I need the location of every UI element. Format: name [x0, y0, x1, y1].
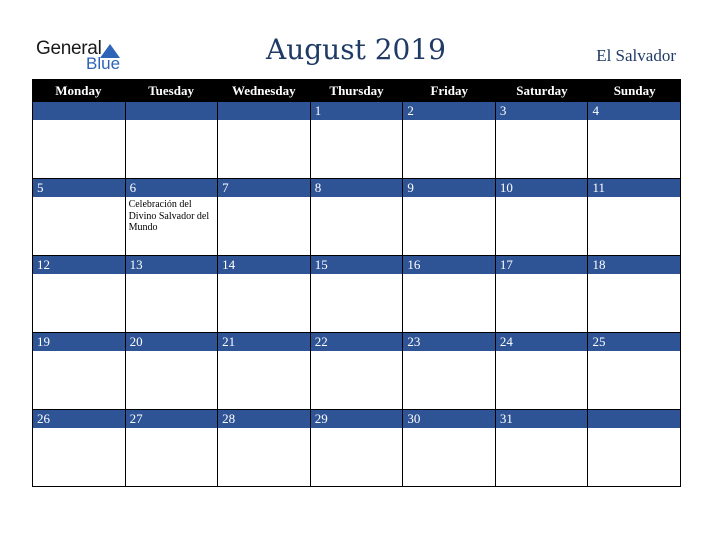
calendar-day-cell[interactable]	[32, 256, 126, 333]
calendar-day-cell[interactable]	[496, 102, 589, 179]
calendar-week-row	[32, 102, 681, 179]
calendar-day-cell[interactable]	[588, 333, 681, 410]
logo-general-text: General	[36, 38, 102, 59]
calendar-day-cell[interactable]	[32, 102, 126, 179]
day-number: 15	[311, 256, 403, 274]
country-label: El Salvador	[596, 46, 676, 65]
weekday-friday: Friday	[430, 83, 469, 98]
day-number: 24	[496, 333, 588, 351]
calendar-day-cell[interactable]	[403, 256, 496, 333]
day-number: 1	[311, 102, 403, 120]
page-header	[0, 0, 712, 78]
calendar-week-row	[32, 256, 681, 333]
calendar-day-cell[interactable]	[496, 333, 589, 410]
day-number: 7	[218, 179, 310, 197]
calendar-week-row	[32, 179, 681, 256]
day-number	[126, 102, 218, 120]
calendar-day-cell[interactable]	[126, 410, 219, 487]
calendar-day-cell[interactable]	[126, 256, 219, 333]
calendar-day-cell[interactable]	[218, 256, 311, 333]
day-number: 26	[33, 410, 125, 428]
calendar-day-cell[interactable]	[126, 102, 219, 179]
calendar-day-cell[interactable]	[403, 102, 496, 179]
calendar-day-cell[interactable]	[218, 410, 311, 487]
day-number: 18	[588, 256, 680, 274]
calendar-weeks	[32, 102, 681, 487]
calendar-day-cell[interactable]	[126, 179, 219, 256]
day-number: 19	[33, 333, 125, 351]
day-number: 25	[588, 333, 680, 351]
day-number: 21	[218, 333, 310, 351]
calendar-day-cell[interactable]	[311, 256, 404, 333]
calendar-day-cell[interactable]	[403, 179, 496, 256]
calendar-day-cell[interactable]	[588, 410, 681, 487]
day-number: 17	[496, 256, 588, 274]
day-number: 16	[403, 256, 495, 274]
weekday-wednesday: Wednesday	[232, 83, 296, 98]
weekday-saturday: Saturday	[516, 83, 568, 98]
calendar-day-cell[interactable]	[588, 179, 681, 256]
day-number: 22	[311, 333, 403, 351]
day-number: 12	[33, 256, 125, 274]
weekday-tuesday: Tuesday	[148, 83, 194, 98]
calendar-day-cell[interactable]	[403, 333, 496, 410]
calendar-week-row	[32, 333, 681, 410]
day-number: 27	[126, 410, 218, 428]
calendar-day-cell[interactable]	[588, 102, 681, 179]
calendar-day-cell[interactable]	[403, 410, 496, 487]
weekday-monday: Monday	[55, 83, 102, 98]
calendar-day-cell[interactable]	[218, 179, 311, 256]
calendar-day-cell[interactable]	[496, 410, 589, 487]
day-number: 10	[496, 179, 588, 197]
day-number: 30	[403, 410, 495, 428]
calendar-day-cell[interactable]	[588, 256, 681, 333]
day-number: 20	[126, 333, 218, 351]
day-number: 4	[588, 102, 680, 120]
calendar-day-cell[interactable]	[32, 179, 126, 256]
day-number: 8	[311, 179, 403, 197]
weekday-header-row	[32, 79, 681, 102]
calendar-day-cell[interactable]	[311, 102, 404, 179]
weekday-thursday: Thursday	[329, 83, 384, 98]
calendar-day-cell[interactable]	[218, 102, 311, 179]
day-number: 29	[311, 410, 403, 428]
calendar-day-cell[interactable]	[126, 333, 219, 410]
calendar-day-cell[interactable]	[218, 333, 311, 410]
calendar-day-cell[interactable]	[32, 333, 126, 410]
day-number	[33, 102, 125, 120]
day-number: 6	[126, 179, 218, 197]
day-number: 31	[496, 410, 588, 428]
day-number: 13	[126, 256, 218, 274]
calendar-grid	[32, 79, 681, 487]
day-number	[588, 410, 680, 428]
day-number: 9	[403, 179, 495, 197]
calendar-day-cell[interactable]	[496, 256, 589, 333]
logo-blue-text: Blue	[86, 54, 121, 73]
weekday-sunday: Sunday	[613, 83, 656, 98]
day-number: 2	[403, 102, 495, 120]
day-number: 23	[403, 333, 495, 351]
page-title: August 2019	[266, 33, 446, 66]
calendar-day-cell[interactable]	[311, 179, 404, 256]
calendar-week-row	[32, 410, 681, 487]
calendar-day-cell[interactable]	[32, 410, 126, 487]
calendar-day-cell[interactable]	[311, 410, 404, 487]
calendar-day-cell[interactable]	[311, 333, 404, 410]
day-number: 5	[33, 179, 125, 197]
holiday-label: Celebración del Divino Salvador del Mundo	[128, 199, 210, 233]
day-number: 11	[588, 179, 680, 197]
day-number: 14	[218, 256, 310, 274]
day-number: 3	[496, 102, 588, 120]
day-number	[218, 102, 310, 120]
calendar-day-cell[interactable]	[496, 179, 589, 256]
day-number: 28	[218, 410, 310, 428]
